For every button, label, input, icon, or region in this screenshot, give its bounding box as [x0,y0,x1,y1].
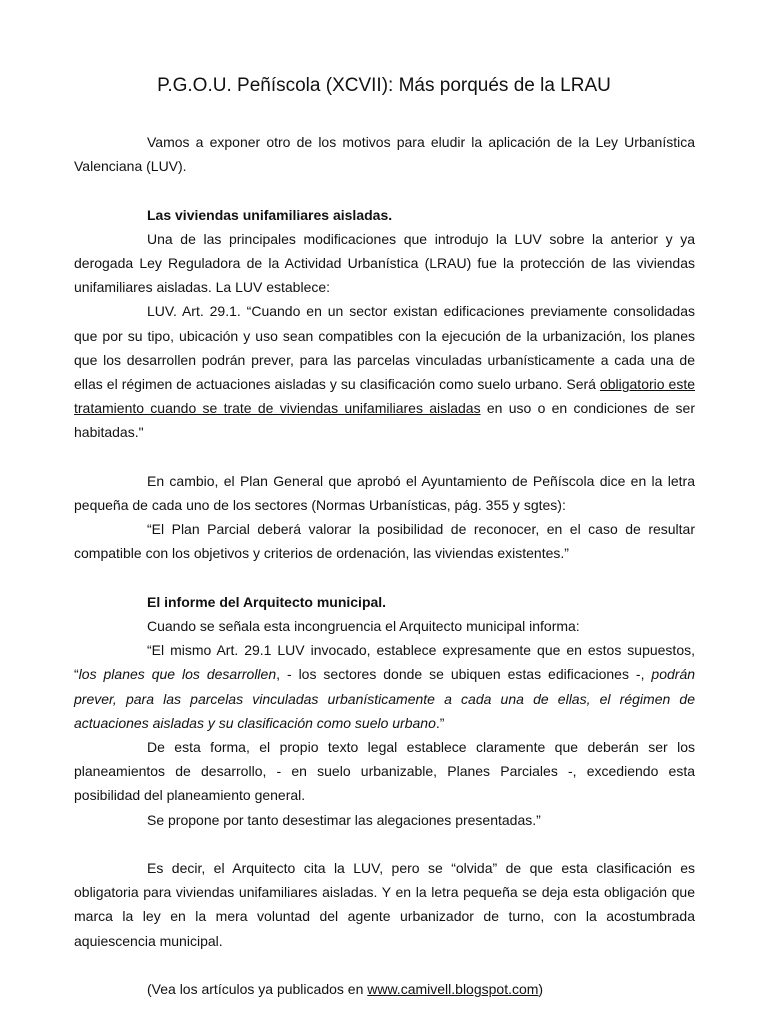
paragraph: Cuando se señala esta incongruencia el Arquitecto municipal informa: [147,618,580,635]
underlined-text: obligatorio este tratamiento cuando se trate de viviendas unifamiliares aisladas [74,376,695,417]
quote-text: .” [435,714,445,731]
footer-prefix: (Vea los artículos ya publicados en [147,981,368,998]
quote-text: , - los sectores donde se ubiquen estas edificaciones -, [276,666,652,683]
blog-link[interactable]: www.camivell.blogspot.com [367,981,539,998]
luv-quote-paragraph [74,299,695,444]
paragraph: Se propone por tanto desestimar las alegaciones presentadas.” [147,811,541,828]
spacer [74,445,695,469]
document-body [74,130,695,1001]
plan-quote-paragraph: “El Plan Parcial deberá valorar la posibilidad de reconocer, en el caso de resultar compatible con los objetivos y criterios de ordenación, las viviendas existentes.” [74,521,695,562]
paragraph: Es decir, el Arquitecto cita la LUV, pero se “olvida” de que esta clasificación es obligatoria para viviendas unifamiliares aisladas. Y en la letra pequeña se deja esta obligación que marca la ley en la mera voluntad del agente urbanizador de turno, con la acostumbrada aquiescencia municipal. [74,860,695,949]
section-heading-viviendas: Las viviendas unifamiliares aisladas. [147,206,393,223]
spacer [74,566,695,590]
section-heading-informe: El informe del Arquitecto municipal. [147,593,387,610]
quote-text: “El mismo Art. 29.1 LUV invocado, establece expresamente que en estos supuestos, “ [74,642,695,683]
paragraph: Una de las principales modificaciones que introdujo la LUV sobre la anterior y ya derogada Ley Reguladora de la Actividad Urbanística (LRAU) fue la protección de las viviendas unifamiliares aisladas. La LUV establece: [74,230,695,296]
page-title: P.G.O.U. Peñíscola (XCVII): Más porqués de la LRAU [157,75,611,96]
paragraph: De esta forma, el propio texto legal establece claramente que deberán ser los planeamientos de desarrollo, - en suelo urbanizable, Planes Parciales -, excediendo esta posibilidad del planeamiento general. [74,739,695,804]
italic-text: los planes que los desarrollen [78,666,277,683]
spacer [74,832,695,856]
architect-quote-paragraph [74,638,695,735]
quote-text: LUV. Art. 29.1. “Cuando en un sector existan edificaciones previamente consolidadas que por su tipo, ubicación y uso sean compatibles con la ejecución de la urbanización, los planes que los desarrollen podrán prever, para las parcelas vinculadas urbanísticamente a cada una de ellas el régimen de actuaciones aisladas y su clasificación como suelo urbano. Será [74,303,695,393]
footer-suffix: ) [538,981,544,998]
italic-text: podrán prever, para las parcelas vinculadas urbanísticamente a cada una de ellas, el régimen de actuaciones aisladas y su clasificación como suelo urbano [74,666,696,731]
spacer [74,953,695,977]
paragraph: En cambio, el Plan General que aprobó el Ayuntamiento de Peñíscola dice en la letra pequeña de cada uno de los sectores (Normas Urbanísticas, pág. 355 y sgtes): [74,472,695,514]
intro-paragraph: Vamos a exponer otro de los motivos para eludir la aplicación de la Ley Urbanística Valenciana (LUV). [74,134,695,175]
footer-note [74,977,695,1001]
quote-text: en uso o en condiciones de ser habitadas." [74,400,695,441]
spacer [74,178,695,202]
